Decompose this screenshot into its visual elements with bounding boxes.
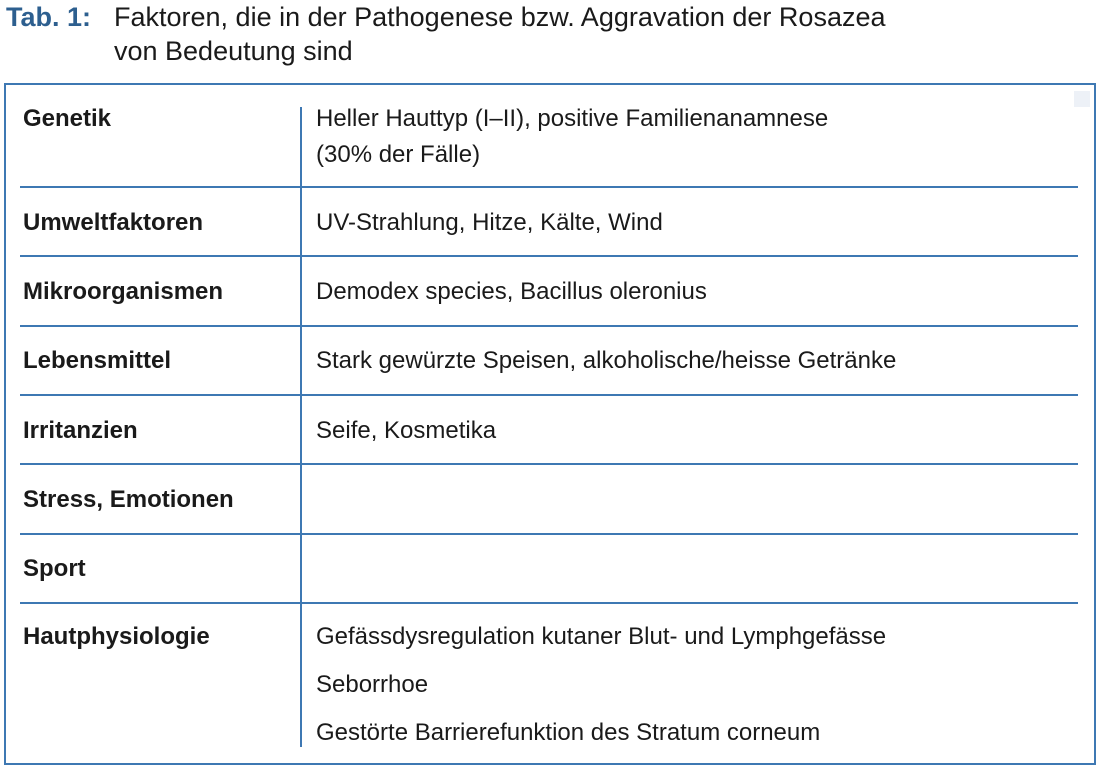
row-label-hautphysiologie: Hautphysiologie (23, 623, 210, 650)
row-value-line: Gefässdysregulation kutaner Blut- und Lymphgefässe (316, 623, 887, 650)
row-divider (20, 255, 1078, 257)
row-label-stress-emotionen: Stress, Emotionen (23, 486, 234, 513)
row-label-sport: Sport (23, 555, 86, 582)
table-caption (6, 0, 1086, 68)
row-value-hautphysiologie (316, 619, 886, 751)
row-value-line: Seife, Kosmetika (316, 417, 497, 444)
row-value-irritanzien (316, 413, 496, 449)
row-value-line: Seborrhoe (316, 671, 429, 698)
row-label-mikroorganismen: Mikroorganismen (23, 278, 224, 305)
row-value-line: (30% der Fälle) (316, 141, 481, 168)
row-divider (20, 533, 1078, 535)
row-divider (20, 325, 1078, 327)
caption-label: Tab. 1: (6, 2, 92, 32)
row-label-genetik: Genetik (23, 105, 112, 132)
row-value-line: Stark gewürzte Speisen, alkoholische/heisse Getränke (316, 347, 897, 374)
row-value-line: Gestörte Barrierefunktion des Stratum corneum (316, 719, 821, 746)
row-value-line: Demodex species, Bacillus oleronius (316, 278, 707, 305)
row-divider (20, 186, 1078, 188)
row-value-umweltfaktoren (316, 205, 663, 241)
row-value-mikroorganismen (316, 274, 707, 310)
corner-mark (1074, 91, 1090, 107)
row-divider (20, 463, 1078, 465)
caption-title-line-1: Faktoren, die in der Pathogenese bzw. Aggravation der Rosazea (114, 2, 886, 32)
row-divider (20, 602, 1078, 604)
row-divider (20, 394, 1078, 396)
row-label-irritanzien: Irritanzien (23, 417, 138, 444)
row-value-lebensmittel (316, 343, 896, 379)
factors-table (4, 83, 1096, 765)
row-label-lebensmittel: Lebensmittel (23, 347, 172, 374)
row-value-genetik (316, 101, 828, 173)
row-value-line: Heller Hauttyp (I–II), positive Familienanamnese (316, 105, 829, 132)
column-divider (300, 107, 302, 747)
row-value-line: UV-Strahlung, Hitze, Kälte, Wind (316, 209, 663, 236)
caption-title (114, 0, 1074, 68)
row-label-umweltfaktoren: Umweltfaktoren (23, 209, 204, 236)
caption-title-line-2: von Bedeutung sind (114, 36, 353, 66)
